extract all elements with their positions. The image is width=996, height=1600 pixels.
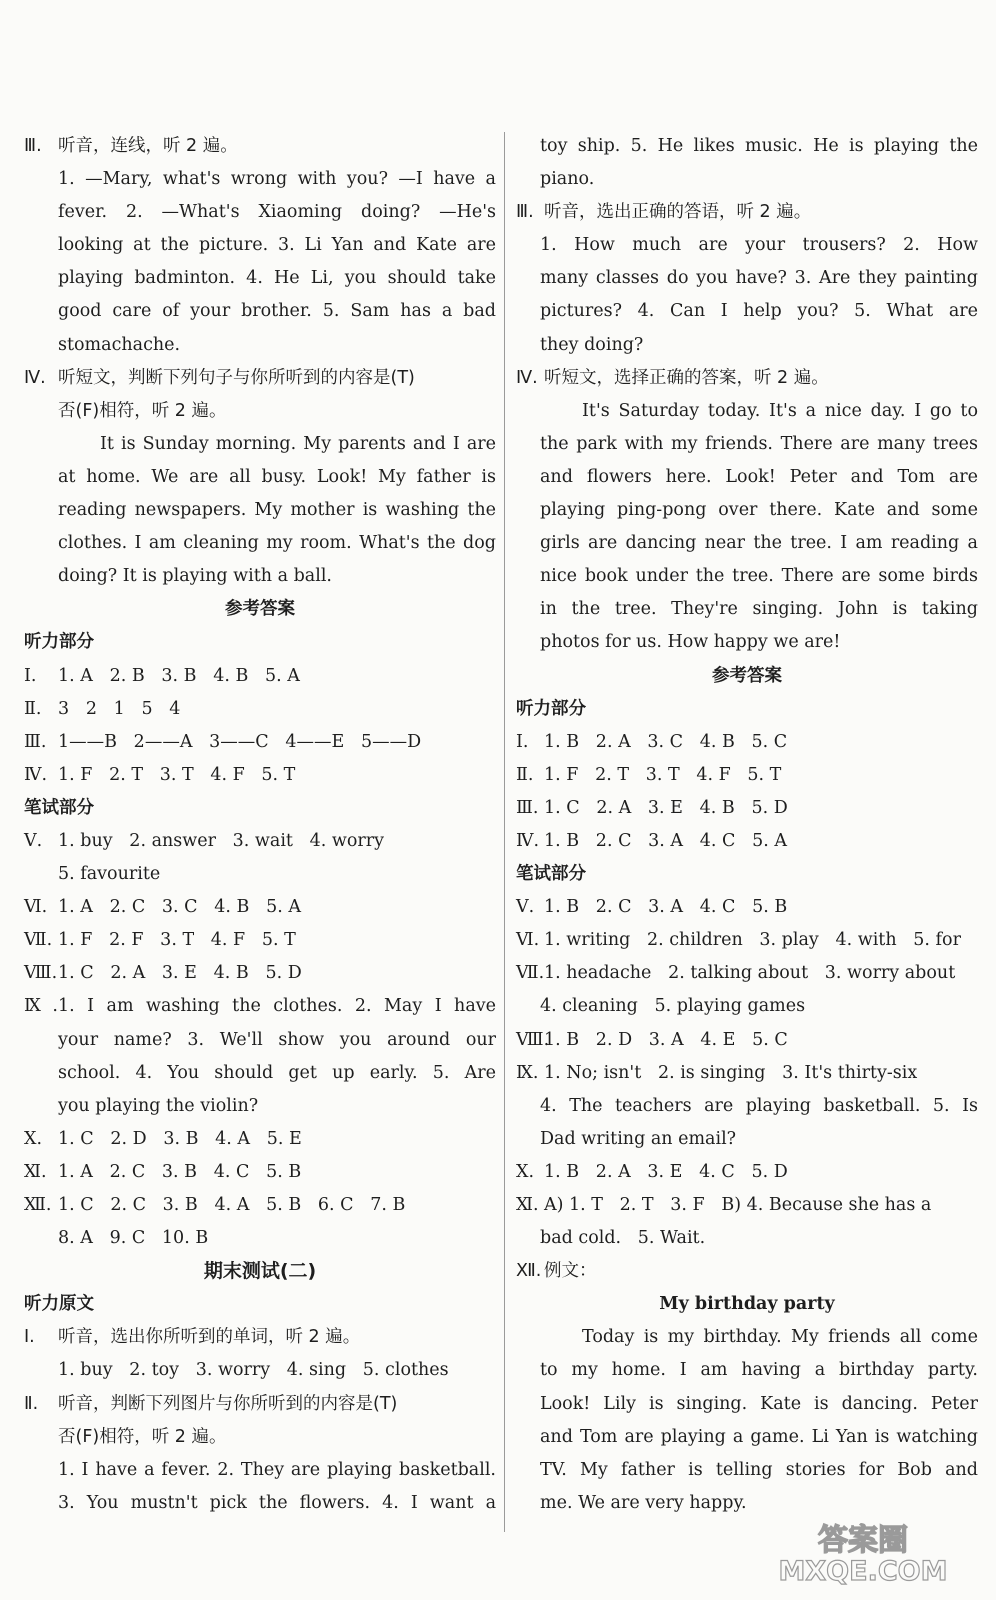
answer-row [24,693,496,726]
roman-numeral: Ⅱ. [24,698,42,719]
answer-row [24,660,496,693]
answer-text: 1——B 2——A 3——C 4——E 5——D [58,731,422,752]
answer-text: 3 2 1 5 4 [58,698,181,719]
answer-text: 1. F 2. F 3. T 4. F 5. T [58,930,296,951]
answer-row [516,924,978,957]
answer-text: 1. writing 2. children 3. play 4. with 5. for [544,930,961,951]
section-heading [516,362,978,395]
section-title: 听短文，判断下列句子与你所听到的内容是(T) [58,367,415,388]
section-body [24,163,496,362]
section-heading [24,1321,496,1354]
answer-row [516,891,978,924]
roman-numeral: Ⅵ. [516,930,540,951]
answer-text: 1. B 2. D 3. A 4. E 5. C [544,1029,788,1050]
answer-row [516,1156,978,1189]
transcript-header: 听力原文 [24,1294,94,1315]
section-title-cont: 否(F)相符，听 2 遍。 [58,400,227,421]
text-line: It is Sunday morning. My parents and I are [100,433,496,454]
essay [516,1321,978,1520]
text-line: and Tom are playing a game. Li Yan is watching [540,1426,978,1447]
roman-numeral: Ⅲ. [24,731,47,752]
text-line: looking at the picture. 3. Li Yan and Kate are [58,235,496,256]
text-line: TV. My father is telling stories for Bob and [540,1459,978,1480]
text-line: 3. You mustn't pick the flowers. 4. I want a [58,1492,496,1513]
roman-numeral: Ⅰ. [24,665,37,686]
text-line: Today is my birthday. My friends all come [582,1327,978,1348]
text-line: piano. [540,169,595,190]
roman-numeral: Ⅻ. [516,1261,542,1282]
roman-numeral: Ⅴ. [516,897,535,918]
section-body [516,229,978,361]
text-line: girls are dancing near the tree. I am reading a [540,533,978,554]
text-line: many classes do you have? 3. Are they painting [540,268,978,289]
section-body [24,1454,496,1520]
column-divider [504,132,505,1532]
watermark-top: 答案圈 [818,1523,908,1558]
answer-row [24,759,496,792]
answer-text: 1. B 2. C 3. A 4. C 5. A [544,830,787,851]
text-line: doing? It is playing with a ball. [58,566,332,587]
answer-cont: 4. The teachers are playing basketball. 5. Is [540,1095,978,1116]
answer-cont: school. 4. You should get up early. 5. Are [58,1062,496,1083]
text-line: stomachache. [58,334,181,355]
answers-title: 参考答案 [712,665,782,686]
answer-row [516,825,978,858]
watermark-logo [761,1516,966,1586]
answer-cont: you playing the violin? [58,1095,259,1116]
answer-text: 1. A 2. C 3. C 4. B 5. A [58,897,301,918]
answer-row [24,1156,496,1189]
answer-row [516,792,978,825]
listening-header: 听力部分 [24,632,94,653]
section-title: 听音，选出正确的答语，听 2 遍。 [544,202,812,223]
answer-text: 1. A 2. B 3. B 4. B 5. A [58,665,300,686]
section-heading [24,1388,496,1421]
text-line: good care of your brother. 5. Sam has a bad [58,301,496,322]
roman-numeral: Ⅰ. [516,731,529,752]
answer-cont: 8. A 9. C 10. B [58,1228,209,1249]
roman-numeral: Ⅲ. [516,202,534,223]
answer-cont: 4. cleaning 5. playing games [540,996,806,1017]
text-line: playing badminton. 4. He Li, you should take [58,268,496,289]
roman-numeral: Ⅶ. [516,963,545,984]
text-line: reading newspapers. My mother is washing the [58,500,496,521]
text-line: clothes. I am cleaning my room. What's the dog [58,533,496,554]
section-title: 听音，选出你所听到的单词，听 2 遍。 [58,1327,361,1348]
section-heading [516,1255,978,1288]
answer-text: 1. B 2. A 3. C 4. B 5. C [544,731,788,752]
roman-numeral: Ⅵ. [24,897,48,918]
text-line: and flowers here. Look! Peter and Tom are [540,466,978,487]
answer-row [24,924,496,957]
roman-numeral: Ⅴ. [24,830,43,851]
section-title: 听短文，选择正确的答案，听 2 遍。 [544,367,829,388]
answer-text: 1. headache 2. talking about 3. worry about [544,963,956,984]
roman-numeral: Ⅺ. [516,1195,539,1215]
roman-numeral: Ⅳ. [24,764,48,785]
answer-row [24,825,496,858]
essay-title: My birthday party [659,1294,835,1315]
answer-row [516,726,978,759]
text-line: photos for us. How happy we are! [540,632,841,653]
answer-text: 1. A 2. C 3. B 4. C 5. B [58,1161,302,1182]
roman-numeral: Ⅱ. [516,764,534,785]
text-line: playing ping-pong over there. Kate and some [540,500,978,521]
text-line: to my home. I am having a birthday party. [540,1360,978,1381]
answer-text: 1. F 2. T 3. T 4. F 5. T [58,764,296,785]
section-title: 例文： [544,1261,597,1282]
text-line: at home. We are all busy. Look! My father is [58,466,496,487]
roman-numeral: Ⅺ. [24,1161,47,1182]
answer-row [24,957,496,990]
watermark-bottom: MXQE.COM [778,1556,948,1586]
text-line: in the tree. They're singing. John is taking [540,599,978,620]
roman-numeral: Ⅳ. [516,830,540,851]
text-line: me. We are very happy. [540,1492,747,1513]
text-line: they doing? [540,334,644,355]
answer-row [516,1057,978,1090]
answer-row [516,1189,978,1222]
answer-text: 1. B 2. C 3. A 4. C 5. B [544,897,788,918]
answer-text: A) 1. T 2. T 3. F B) 4. Because she has a [544,1195,932,1215]
answer-cont: bad cold. 5. Wait. [540,1228,706,1249]
roman-numeral: Ⅶ. [24,930,53,951]
answer-text: 1. No; isn't 2. is singing 3. It's thirty-six [544,1062,918,1083]
text-line: 1. I have a fever. 2. They are playing basketball. [58,1459,496,1480]
section-title: 听音，连线，听 2 遍。 [58,136,238,156]
right-column [516,130,978,1520]
roman-numeral: Ⅳ. [516,367,538,388]
roman-numeral: Ⅳ. [24,367,46,388]
roman-numeral: Ⅹ. [516,1161,535,1182]
roman-numeral: Ⅲ. [516,797,539,818]
text-line: 1. buy 2. toy 3. worry 4. sing 5. clothes [58,1360,449,1381]
answer-row [24,891,496,924]
answers-title: 参考答案 [225,599,295,620]
left-column [24,130,496,1520]
answer-block [24,990,496,1122]
answer-text: 1. C 2. C 3. B 4. A 5. B 6. C 7. B [58,1195,406,1215]
text-line: nice book under the tree. There are some birds [540,566,978,587]
text-line: pictures? 4. Can I help you? 5. What are [540,301,978,322]
passage [24,428,496,593]
written-header: 笔试部分 [24,797,94,818]
answer-cont: Dad writing an email? [540,1128,737,1149]
answer-row [516,957,978,990]
roman-numeral: Ⅸ. [516,1062,539,1083]
answer-row [24,990,496,1023]
answer-row [24,1189,496,1222]
roman-numeral: Ⅷ. [24,963,58,984]
roman-numeral: Ⅷ. [516,1029,550,1050]
text-line: It's Saturday today. It's a nice day. I go to [582,400,978,421]
answer-text: 1. buy 2. answer 3. wait 4. worry [58,830,385,851]
roman-numeral: Ⅸ. [24,996,58,1017]
answer-row [24,1123,496,1156]
section-heading [24,130,496,163]
answer-row [516,1024,978,1057]
roman-numeral: Ⅲ. [24,136,42,156]
passage [516,395,978,660]
text-line: 1. How much are your trousers? 2. How [540,235,978,256]
answer-row [516,759,978,792]
written-header: 笔试部分 [516,864,586,885]
answer-cont: your name? 3. We'll show you around our [58,1029,496,1050]
answer-text: 1. C 2. A 3. E 4. B 5. D [544,797,788,818]
section-title: 听音，判断下列图片与你所听到的内容是(T) [58,1393,398,1414]
answer-cont: 5. favourite [58,864,161,885]
roman-numeral: Ⅹ. [24,1128,43,1149]
text-line: fever. 2. —What's Xiaoming doing? —He's [58,202,496,223]
roman-numeral: Ⅻ. [24,1195,52,1215]
test-title: 期末测试(二) [203,1260,317,1283]
roman-numeral: Ⅰ. [24,1327,35,1348]
section-heading [516,196,978,229]
roman-numeral: Ⅱ. [24,1393,39,1414]
answer-text: 1. C 2. D 3. B 4. A 5. E [58,1128,302,1149]
answer-row [24,726,496,759]
listening-header: 听力部分 [516,698,586,719]
text-line: Look! Lily is singing. Kate is dancing. Peter [540,1393,978,1414]
text-line: 1. —Mary, what's wrong with you? —I have a [58,169,496,190]
continued-text [516,130,978,196]
answer-text: 1. I am washing the clothes. 2. May I have [58,996,496,1017]
text-line: toy ship. 5. He likes music. He is playing the [540,136,978,156]
section-title-cont: 否(F)相符，听 2 遍。 [58,1426,227,1447]
answer-text: 1. F 2. T 3. T 4. F 5. T [544,764,782,785]
answer-text: 1. C 2. A 3. E 4. B 5. D [58,963,302,984]
answer-text: 1. B 2. A 3. E 4. C 5. D [544,1161,788,1182]
text-line: the park with my friends. There are many trees [540,433,978,454]
section-heading [24,362,496,395]
